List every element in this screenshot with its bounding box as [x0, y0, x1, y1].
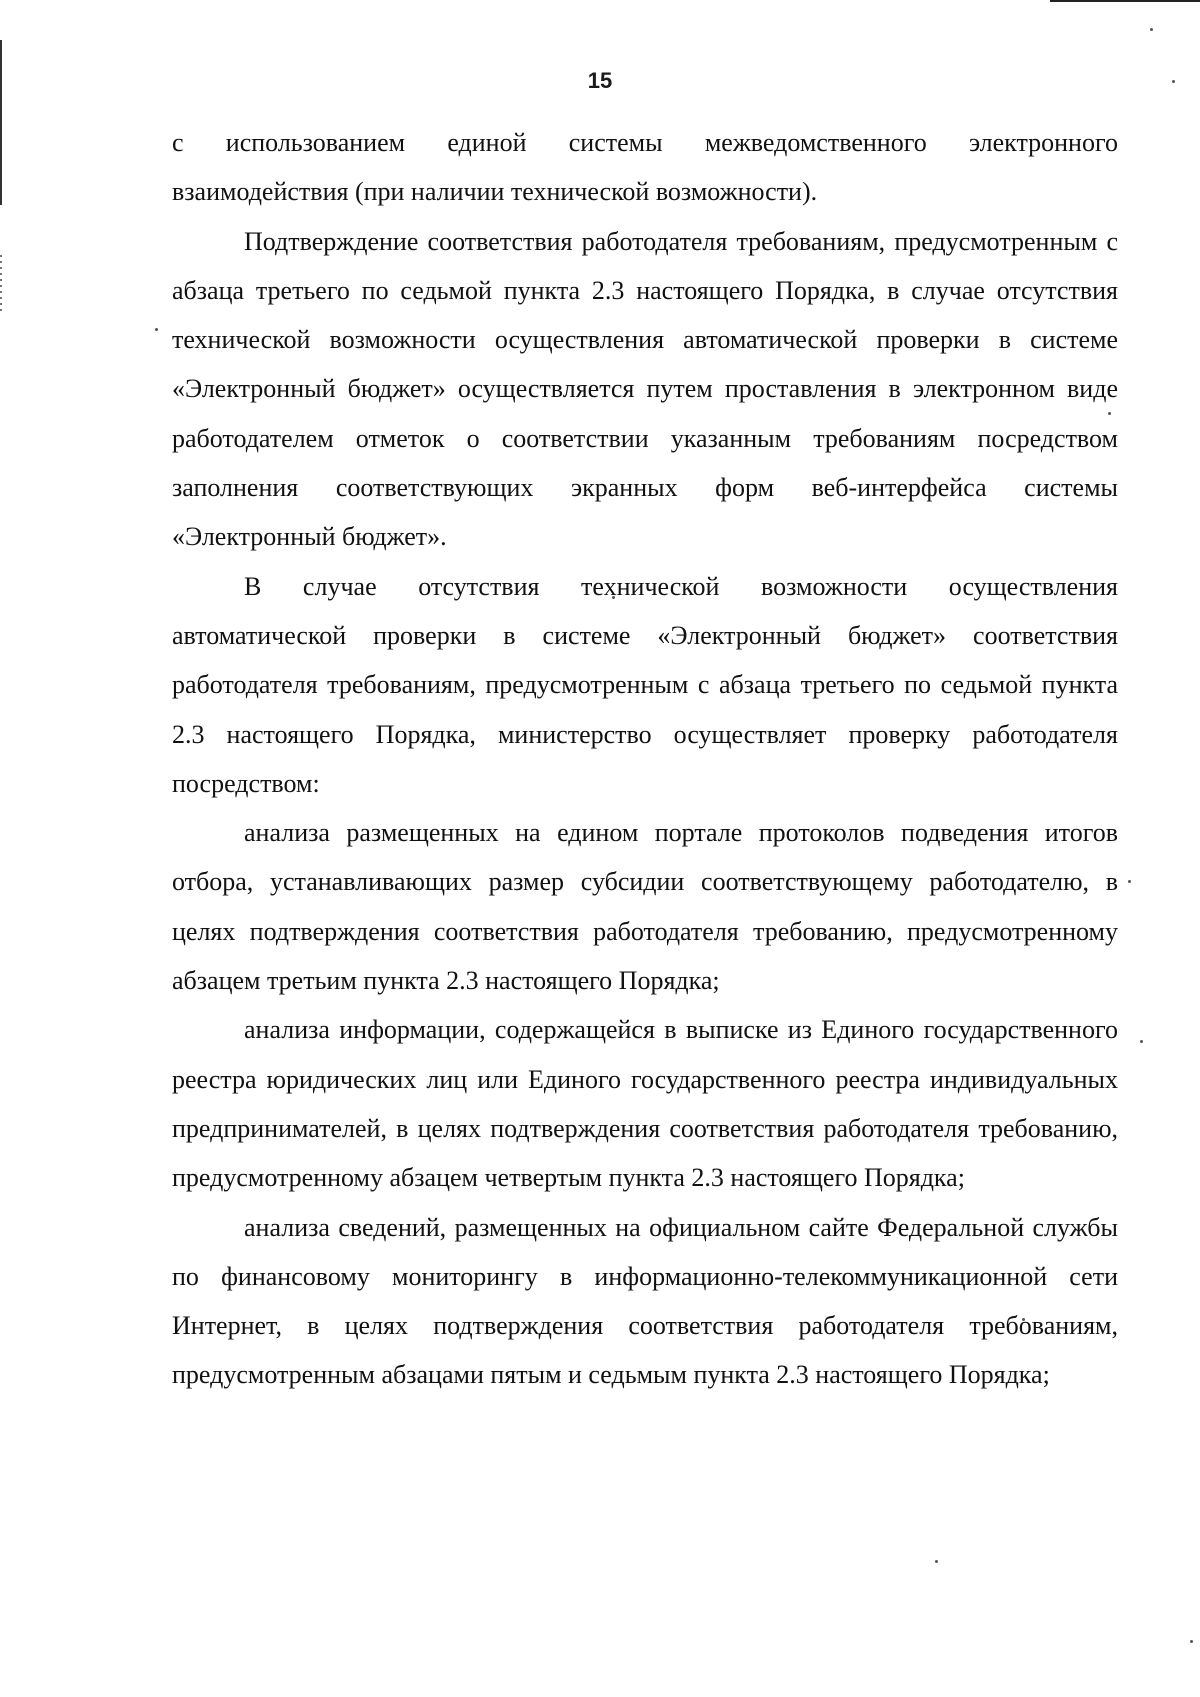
list-item: анализа размещенных на едином портале протоколов подведения итогов отбора, устанавливающих размер субсидии соответствующему работодателю, в целях подтверждения соответствия работодателя требованию, предусмотренному абзацем третьим пункта 2.3 настоящего Порядка;	[172, 818, 1118, 996]
list-item: анализа сведений, размещенных на официальном сайте Федеральной службы по финансовому мониторингу в информационно-телекоммуникационной сети Интернет, в целях подтверждения соответствия работодателя требованиям, предусмотренным абзацами пятым и седьмым пункта 2.3 настоящего Порядка;	[172, 1212, 1118, 1390]
list-item: анализа информации, содержащейся в выписке из Единого государственного реестра юридических лиц или Единого государственного реестра индивидуальных предпринимателей, в целях подтверждения соответствия работодателя требованию, предусмотренному абзацем четвертым пункта 2.3 настоящего Порядка;	[172, 1015, 1118, 1193]
scan-speck	[1140, 1040, 1143, 1043]
scan-edge-dashes	[0, 255, 2, 315]
scan-speck	[155, 328, 158, 331]
paragraph: В случае отсутствия технической возможности осуществления автоматической проверки в системе «Электронный бюджет» соответствия работодателя требованиям, предусмотренным с абзаца третьего по седьмой пункта 2.3 настоящего Порядка, министерство осуществляет проверку работодателя посредством:	[172, 571, 1118, 798]
scan-edge-mark	[0, 40, 2, 205]
page-number: 15	[587, 68, 613, 93]
body-text	[172, 118, 1118, 1400]
scan-speck	[935, 1560, 938, 1563]
scan-speck	[1128, 880, 1131, 883]
paragraph: с использованием единой системы межведомственного электронного взаимодействия (при наличии технической возможности).	[172, 128, 1118, 207]
scan-speck	[1190, 1640, 1193, 1643]
scan-speck	[1150, 28, 1153, 31]
paragraph: Подтверждение соответствия работодателя требованиям, предусмотренным с абзаца третьего по седьмой пункта 2.3 настоящего Порядка, в случае отсутствия технической возможности осуществления автоматической проверки в системе «Электронный бюджет» осуществляется путем проставления в электронном виде работодателем отметок о соответствии указанным требованиям посредством заполнения соответствующих экранных форм веб-интерфейса системы «Электронный бюджет».	[172, 226, 1118, 552]
scan-top-edge-mark	[1050, 0, 1200, 2]
